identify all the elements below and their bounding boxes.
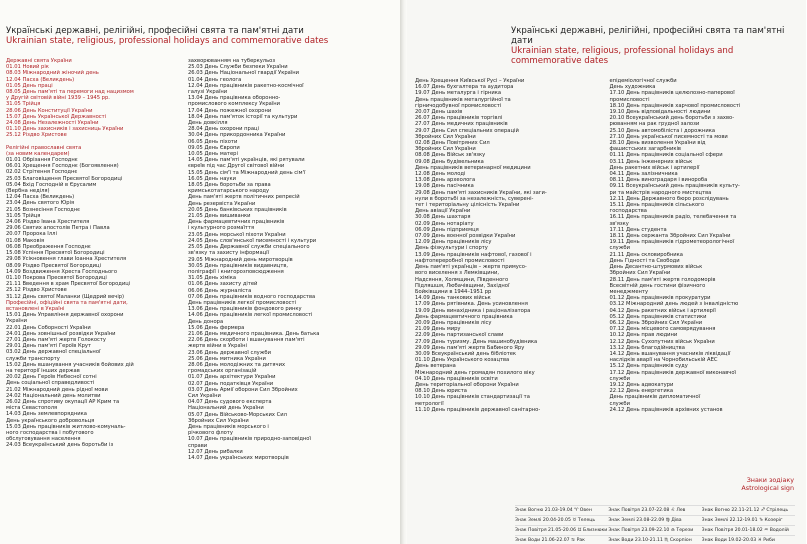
date-entry: День Гідності та Свободи [609,257,680,264]
date-entry: День працівників дипломатичної [609,394,701,401]
date-entry: 01.05 День праці [6,82,53,89]
date-entry: 11.10 День працівників державної санітарно- [415,406,541,413]
date-entry: гірничодобувної промисловості [415,102,502,109]
date-entry: Релігійні православні свята [6,144,82,151]
date-entry: 21.11 День скловиробника [609,251,683,258]
date-entry: (Вербна неділя) [6,188,50,195]
zodiac-cell: Знак Вогню 21.03-19.04 ♈ Овен [515,505,608,515]
date-entry: 14.03 День землевпорядника [6,411,87,418]
date-entry: зв'язку [609,220,629,227]
date-entry: 15.07 День Української Державності [6,113,107,120]
date-entry: 29.08 Усікновення глави Іоанна Хрестителя [6,256,127,263]
date-entry: 21.05 День вишиванки [188,213,251,220]
date-entry: День художника [609,84,656,91]
date-entry: День авіації України [415,208,471,215]
date-entry: 15.05 День сім'ї та Міжнародний день сім'ї [188,169,306,176]
date-entry: 08.08 День Військ зв'язку [415,152,486,159]
date-entry: 30.09 Всеукраїнський день бібліотек [415,350,517,357]
date-entry: нули в боротьбі за незалежність, суверені- [415,195,534,202]
date-entry: 07.09 День воєнної розвідки України [415,233,516,240]
date-entry: 18.11 День сержанта Збройних Сил України [609,233,731,240]
date-entry: 24.08 День Незалежності України [6,120,99,127]
date-entry: 15.03 День працівників житлово-комуналь- [6,423,126,430]
page-subtitle: Ukrainian state, religious, professional holidays and commemorative dates [511,46,734,66]
date-entry: День пам'яті жертв політичних репресій [188,194,300,201]
zodiac-cell: Знак Повітря 21.05-20.06 ♊ Близнюки [515,525,608,535]
zodiac-cell: Знак Води 19.02-20.03 ♓ Риби [702,535,795,544]
date-entry: 17.10 День працівників целюлозно-паперової [609,90,735,97]
zodiac-heading [741,476,794,492]
date-entry: 13.12 День благодійництва [609,344,685,351]
date-entry: 17.11 День студента [609,226,667,233]
date-entry: День працівників легкої промисловості [188,299,296,306]
zodiac-cell: Знак Землі 22.12-19.01 ♑ Козеріг [702,515,795,525]
date-entry: 19.08 День пасічника [415,183,474,190]
date-entry: 10.12 День прав людини [609,332,678,339]
date-entry: 01.10 Покрова Пресвятої Богородиці [6,274,107,281]
page-title: Українські державні, релігійні, професійні свята та пам'ятні дати [511,26,785,46]
date-entry: 21.09 День миру [415,326,461,333]
date-entry: 12.11 День Державного бюро розслідувань [609,195,729,202]
date-entry: 30.08 День шахтаря [415,214,471,221]
date-entry: Підляшшя, Любачівщини, Західної [415,282,510,289]
dates-column-3 [415,78,609,413]
date-entry: громадських організацій [188,368,257,375]
date-entry: 07.06 День працівників водного господарства [188,293,316,300]
date-entry: 14.06 День працівників легкої промисловості [188,312,313,319]
date-entry: 29.05 Міжнародний день миротворців [188,256,293,263]
date-entry: 01.07 День архітектури України [188,374,276,381]
date-entry: 02.07 День податківця України [188,380,274,387]
date-entry: наслідків аварії на Чорнобильській АЕС [609,357,718,364]
date-entry: 16.05 День науки [188,175,236,182]
date-entry: 25.12 Різдво Христове [6,287,67,294]
date-entry: 22.09 День партизанської слави [415,332,504,339]
date-entry: Збройних Сил України [609,270,671,277]
date-entry: 06.08 Преображення Господнє [6,243,91,250]
date-entry: День Десантно-штурмових військ [609,264,703,271]
date-entry: 31.05 Трійця [6,212,41,219]
date-entry: 25.05 День Державної служби спеціального [188,244,310,251]
zodiac-cell: Знак Вогню 22.11-21.12 ♐ Стрілець [702,505,795,515]
date-entry: 03.02 День державної спеціальної [6,349,101,356]
date-entry: 27.10 День української писемності та мови [609,133,728,140]
date-entry: 28.11 День пам'яті жертв голодоморів [609,276,716,283]
right-page [403,0,806,544]
date-entry: фашистських загарбників [609,146,681,153]
date-entry: 06.12 День Збройних Сил України [609,319,703,326]
date-entry: День українського добровольця [6,417,95,424]
date-entry: міста Севастополя [6,405,58,412]
date-entry: 21.06 День медичного працівника. День батька [188,330,320,337]
date-entry: 27.01 День пам'яті жертв Голокосту [6,336,106,343]
date-entry: 15.11 День працівників сільського [609,202,705,209]
date-entry: 20.07 День шахів [415,109,463,116]
book-gutter [400,0,407,544]
date-entry: 17.09 День рятівника. День усиновлення [415,301,528,308]
date-entry: 31.05 Трійця [6,101,41,108]
date-entry: Міжнародний день громадян похилого віку [415,369,535,376]
date-entry: 09.08 День будівельника [415,158,484,165]
date-entry: і культурного розмаїття [188,225,255,232]
date-entry: День Хрещення Київської Русі – України [415,78,525,84]
date-entry: 01.06 День захисту дітей [188,281,258,288]
zodiac-cell: Знак Землі 23.08-22.09 ♍ Діва [608,515,701,525]
date-entry: 06.01 Хрещення Господнє (Богоявлення) [6,163,119,170]
date-entry: 24.01 День зовнішньої розвідки України [6,330,116,337]
zodiac-cell: Знак Повітря 20.01-18.02 ♒ Водолій [702,525,795,535]
date-entry: 12.09 День працівників лісу [415,239,492,246]
date-entry: День резервіста України [188,200,256,207]
date-entry: 12.08 День молоді [415,171,466,178]
date-entry: 25.03 Благовіщення Пресвятої Богородиці [6,175,123,182]
date-entry: 09.11 Всеукраїнський день працівників культу- [609,183,740,190]
date-entry: встановлені в Україні [6,305,65,312]
date-entry: 12.07 День рибалки [188,448,243,455]
date-entry: 15.02 День вшанування учасників бойових дій [6,361,134,368]
date-entry: День фармацевтичного працівника [415,313,513,320]
date-entry: Збройних Сил України [188,417,249,424]
date-entry: 16.11 День працівників радіо, телебачення та [609,214,737,221]
date-entry: 30.04 День прикордонника України [188,132,286,139]
date-entry: 17.12 День працівників державної виконавчої [609,369,736,376]
date-entry: 31.12 День святої Маланки (Щедрий вечір) [6,293,125,300]
date-entry: 01.08 Маковія [6,237,45,244]
date-entry: 15.06 День фермера [188,324,245,331]
date-entry: 23.06 День державної служби [188,349,271,356]
date-entry: 24.06 Різдво Івана Хрестителя [6,219,90,226]
date-entry: 20.02 День Героїв Небесної сотні [6,374,97,381]
zodiac-table [515,505,795,544]
date-entry: 24.03 Всеукраїнський день боротьби із [6,442,114,449]
date-entry: 20.09 День працівників лісу [415,319,492,326]
date-entry: 14.05 День пам'яті українців, які рятували [188,157,305,164]
date-entry: 18.04 День пам'яток історії та культури [188,113,298,120]
date-entry: служби [609,400,630,407]
date-entry: річкового флоту [188,430,233,437]
date-entry: 23.04 День святого Юрія [6,200,75,207]
date-entry: 06.09 День підприємця [415,226,479,233]
date-entry: День довкілля [188,120,228,127]
date-entry: Збройних Сил України [415,146,476,153]
date-entry: 01.01 Обрізання Господнє [6,157,78,164]
date-entry: 25.12 Різдво Христове [6,132,67,139]
date-entry: 05.04 Вхід Господній в Єрусалим [6,181,97,188]
date-entry: 29.01 День пам'яті Героїв Крут [6,343,92,350]
date-entry: 14.07 День українських миротворців [188,455,289,461]
date-entry: справи [188,442,208,449]
date-entry: 01.10 День захисників і захисниць України [6,126,124,133]
date-entry: 15.08 Успіння Пресвятої Богородиці [6,250,105,257]
date-entry: 10.10 День працівників стандартизації та [415,394,530,401]
date-entry: промислового комплексу України [188,101,281,108]
date-entry: 13.08 День археолога [415,177,476,184]
date-entry: 24.12 День працівників архівних установ [609,406,723,413]
date-entry: 01.12 День працівників прокуратури [609,295,711,302]
date-entry: Надсяння, Холмщини, Південного [415,276,509,283]
date-entry: тет і територіальну цілісність України [415,202,520,209]
date-entry: День працівників ветеринарної медицини [415,164,531,171]
date-entry: День соціальної справедливості [6,380,95,387]
date-entry: 20.05 День банківських працівників [188,206,287,213]
date-entry: 30.05 День працівників видавництв, [188,262,289,269]
zodiac-cell: Знак Повітря 23.07-22.08 ♌ Лев [608,505,701,515]
dates-column-4 [609,78,798,413]
date-entry: День ветерана [415,363,456,370]
date-entry: 10.05 День матері [188,151,238,158]
date-entry: 28.06 День Конституції України [6,107,93,114]
date-entry: служби [609,245,630,252]
date-entry: у Другій світовій війні 1939 – 1945 рр. [6,95,110,102]
date-entry: 08.05 День пам'яті та перемоги над нацизмом [6,89,134,96]
date-entry: 01.01 Новий рік [6,64,49,71]
date-entry: 19.10 День відповідальності людини [609,109,711,116]
zodiac-cell: Знак Повітря 23.09-22.10 ♎ Терези [608,525,701,535]
date-entry: 26.03 День Національної гвардії України [188,70,300,77]
date-entry: 25.03 День Служби безпеки України [188,64,288,71]
zodiac-cell: Знак Землі 20.04-20.05 ♉ Телець [515,515,608,525]
date-entry: 21.11 Введення в храм Пресвятої Богородиці [6,281,131,288]
date-entry: День ракетних військ і артилерії [609,164,700,171]
date-entry: 14.12 День вшанування учасників ліквідації [609,350,731,357]
date-entry: 06.05 День піхоти [188,138,238,145]
date-entry: 13.09 День працівників нафтової, газової і [415,251,532,258]
date-entry: зв'язку та захисту інформації [188,250,270,257]
date-entry: День фізкультури і спорту [415,245,488,252]
date-entry: 03.12 Міжнародний день людей з інвалідністю [609,301,739,308]
date-entry: служби транспорту [6,355,60,362]
date-entry: 19.12 День адвокатури [609,381,674,388]
date-entry: 05.12 День працівників статистики [609,313,707,320]
date-entry: 20.10 Всеукраїнський день боротьби з захво- [609,115,735,122]
date-entry: 04.12 День ракетних військ і артилерії [609,307,716,314]
date-entry: День пам'яті українців – жертв примусо- [415,264,527,271]
date-entry: ри та майстрів народного мистецтва [609,189,712,196]
date-entry: 02.08 День Повітряних Сил [415,140,490,147]
date-entry: 05.07 День Військово-Морських Сил [188,411,287,418]
date-entry: 19.09 День винахідника і раціоналізатора [415,307,531,314]
date-entry: епідеміологічної служби [609,78,677,84]
date-entry: 23.05 День морської піхоти України [188,231,286,238]
date-entry: Професійні, офіційні свята та пам'ятні дати, [6,299,128,306]
date-entry: 14.09 Воздвиження Хреста Господнього [6,268,118,275]
date-entry: 17.04 День пожежної охорони [188,107,272,114]
date-entry: День донора [188,318,224,325]
date-entry: 04.10 День працівників освіти [415,375,498,382]
zodiac-cell: Знак Води 23.10-21.11 ♏ Скорпіон [608,535,701,544]
date-entry: Державні свята України [6,58,72,64]
dates-column-1 [6,58,188,461]
date-entry: 04.07 День судового експерта [188,399,272,406]
date-entry: 07.12 День місцевого самоврядування [609,326,716,333]
date-entry: жертв війни в Україні [188,343,247,350]
date-entry: промисловості [609,96,650,103]
date-entry: 08.11 День виноградаря і винороба [609,177,708,184]
date-entry: 29.07 День Сил спеціальних операцій [415,127,519,134]
date-entry: 13.04 День працівника оборонно- [188,95,281,102]
date-entry: 03.11 День інженерних військ [609,158,693,165]
date-entry: 29.09 День пам'яті жертв Бабиного Яру [415,344,525,351]
date-entry: 16.07 День бухгалтера та аудитора [415,84,514,91]
date-entry: 29.08 День пам'яті захисників України, які заги- [415,189,547,196]
date-entry: 19.11 День працівників гідрометеорологічної [609,239,735,246]
left-page [0,0,403,544]
date-entry: 12.04 Пасха (Великдень) [6,76,75,83]
page-subtitle: Ukrainian state, religious, professional holidays and commemorative dates [6,36,329,46]
date-entry: нафтопереробної промисловості [415,257,505,264]
date-entry: 08.09 Різдво Пресвятої Богородиці [6,262,102,269]
date-entry: 20.07 Пророка Іллі [6,231,57,238]
date-entry: День працівників морського і [188,423,269,430]
date-entry: 12.04 День працівників ракетно-космічної [188,82,304,89]
zodiac-title: Знаки зодіаку [746,476,794,484]
date-entry: 03.07 День Армії оборони Сил Збройних [188,386,298,393]
date-entry: 06.06 День журналіста [188,287,252,294]
date-entry: Сил України [188,392,221,399]
date-entry: Національний день України [188,405,264,412]
date-entry: України [6,318,27,325]
date-entry: 02.02 Стрітення Господнє [6,169,78,176]
date-entry: 15.01 День Управління державної охорони [6,312,124,319]
page-title: Українські державні, релігійні, професійні свята та пам'ятні дати [6,26,304,36]
date-entry: 01.04 День геолога [188,76,242,83]
date-entry: поліграфії і книгорозповсюдження [188,268,284,275]
date-entry: на території інших держав [6,367,80,374]
date-entry: євреїв під час Другої світової війни [188,163,285,170]
date-entry: 01.11 День працівників соціальної сфери [609,152,723,159]
date-entry: (за новим календарем) [6,150,70,157]
date-entry: служби [609,375,630,382]
date-entry: 26.02 День спротиву окупації АР Крим та [6,398,120,405]
zodiac-cell: Знак Води 21.06-22.07 ♋ Рак [515,535,608,544]
date-entry: ного господарства і побутового [6,429,94,436]
date-entry: 02.09 День нотаріату [415,220,474,227]
date-entry: вого виселення з Лемківщини, [415,270,500,277]
date-entry: галузі України [188,89,228,96]
date-entry: 01.10 День Українського козацтва [415,357,510,364]
date-entry: 28.10 День визволення України від [609,140,706,147]
date-entry: 28.06 День молодіжних та дитячих [188,361,286,368]
date-entry: День працівників металургійної та [415,96,511,103]
date-entry: 22.01 День Соборності України [6,324,91,331]
date-entry: День територіальної оборони України [415,381,519,388]
date-entry: 15.12 День працівників суду [609,363,688,370]
date-entry: 21.02 Міжнародний день рідної мови [6,386,108,393]
date-entry: 09.05 День Європи [188,144,240,151]
date-entry: 25.10 День автомобіліста і дорожника [609,127,716,134]
date-entry: 24.02 Національний день молитви [6,392,101,399]
date-entry: 08.03 Міжнародний жіночий день [6,70,99,77]
date-entry: 28.04 День охорони праці [188,126,259,133]
date-entry: 27.07 День медичних працівників [415,121,508,128]
date-entry: 21.05 Вознесіння Господнє [6,206,81,213]
date-entry: 12.12 День Сухопутних військ України [609,338,715,345]
date-entry: 24.05 День слов'янської писемності і культури [188,237,317,244]
zodiac-subtitle: Astrological sign [741,484,794,492]
date-entry: рюванням на рак грудної залози [609,121,700,128]
date-entry: 12.04 Пасха (Великдень) [6,194,75,201]
date-entry: 08.10 День юриста [415,388,467,395]
date-entry: Всесвітній день гостини фізичного [609,282,706,289]
date-entry: метрології [415,400,444,407]
date-entry: Бойківщини в 1944–1951 рр [415,288,492,295]
date-entry: 18.10 День працівників харчової промисловості [609,102,741,109]
date-entry: 10.07 День працівників природно-заповідної [188,436,311,443]
date-entry: День фармацевтичних працівників [188,219,285,226]
date-entry: 26.07 День працівників торгівлі [415,115,503,122]
date-entry: захворюванням на туберкульоз [188,58,276,64]
date-entry: обслуговування населення [6,436,81,443]
date-entry: 25.06 День митника України [188,355,266,362]
date-entry: 27.09 День туризму. День машинобудівника [415,338,538,345]
date-entry: 31.05 День хіміка [188,275,237,282]
date-entry: 29.06 Святих апостолів Петра і Павла [6,225,110,232]
dates-column-2 [188,58,393,461]
date-entry: 22.12 День енергетика [609,388,674,395]
date-entry: Збройних Сил України [415,133,476,140]
date-entry: 14.09 День танкових військ [415,295,491,302]
date-entry: 22.06 День скорботи і вшанування пам'яті [188,337,305,344]
date-entry: менеджменту [609,288,649,295]
date-entry: 13.06 День працівників фондового ринку [188,306,302,313]
date-entry: господарства [609,208,647,215]
date-entry: 18.05 День боротьби за права [188,182,271,189]
date-entry: 19.07 День металурга і гірника [415,90,502,97]
date-entry: кримськотатарського народу [188,188,270,195]
date-entry: 04.11 День залізничника [609,171,678,178]
